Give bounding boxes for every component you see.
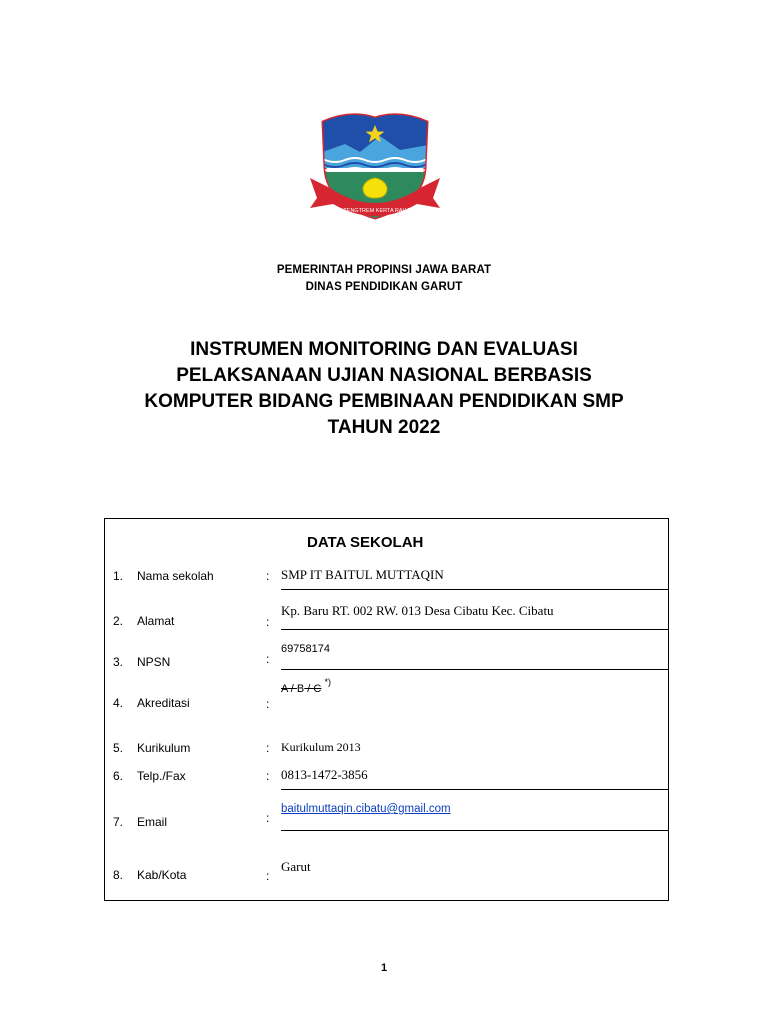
footnote-marker: *) [324,677,331,687]
title-line-4: TAHUN 2022 [327,417,441,438]
school-data-heading: DATA SEKOLAH [307,534,424,551]
row-colon: : [266,769,270,783]
row-label-email: Email [137,815,168,829]
city-value: Garut [281,859,311,874]
department-name: DINAS PENDIDIKAN GARUT [305,281,463,293]
row-colon: : [266,869,270,883]
government-name: PEMERINTAH PROPINSI JAWA BARAT [276,264,492,276]
title-line-1: INSTRUMEN MONITORING DAN EVALUASI [190,339,578,360]
email-link[interactable]: baitulmuttaqin.cibatu@gmail.com [281,803,451,815]
row-number: 7. [113,815,124,829]
divider [281,589,669,590]
row-number: 5. [113,741,124,755]
row-number: 1. [113,569,124,583]
document-title [80,337,688,441]
title-line-2: PELAKSANAAN UJIAN NASIONAL BERBASIS [176,365,592,386]
row-label-telp-fax: Telp./Fax [137,769,186,783]
accreditation-option-a: A [281,683,288,695]
row-label-nama-sekolah: Nama sekolah [137,569,214,583]
address-value: Kp. Baru RT. 002 RW. 013 Desa Cibatu Kec. Cibatu [281,603,554,618]
accreditation-option-c: C [313,683,322,695]
emblem-motto: TATA TENGTREM KERTA RAHARJA [329,208,421,214]
row-number: 2. [113,614,124,628]
separator: / [287,683,297,695]
divider [281,830,669,831]
school-name-value: SMP IT BAITUL MUTTAQIN [281,567,444,582]
school-data-box [104,518,669,901]
row-number: 8. [113,868,124,882]
row-number: 4. [113,696,124,710]
page-number: 1 [380,962,388,974]
garut-regency-emblem-icon [305,108,445,228]
row-colon: : [266,741,270,755]
row-colon: : [266,811,270,825]
row-label-kab-kota: Kab/Kota [137,868,187,882]
row-colon: : [266,615,270,629]
phone-value: 0813-1472-3856 [281,767,368,782]
row-label-npsn: NPSN [137,655,171,669]
row-colon: : [266,569,270,583]
divider [281,669,669,670]
divider [281,789,669,790]
accreditation-value [281,677,331,695]
row-number: 6. [113,769,124,783]
row-label-kurikulum: Kurikulum [137,741,191,755]
curriculum-value: Kurikulum 2013 [281,740,361,754]
divider [281,629,669,630]
row-label-akreditasi: Akreditasi [137,696,190,710]
npsn-value: 69758174 [281,643,330,655]
row-label-alamat: Alamat [137,614,175,628]
row-number: 3. [113,655,124,669]
title-line-3: KOMPUTER BIDANG PEMBINAAN PENDIDIKAN SMP [144,391,624,412]
accreditation-option-b: B [296,683,305,695]
separator: / [304,683,314,695]
row-colon: : [266,697,270,711]
row-colon: : [266,652,270,666]
